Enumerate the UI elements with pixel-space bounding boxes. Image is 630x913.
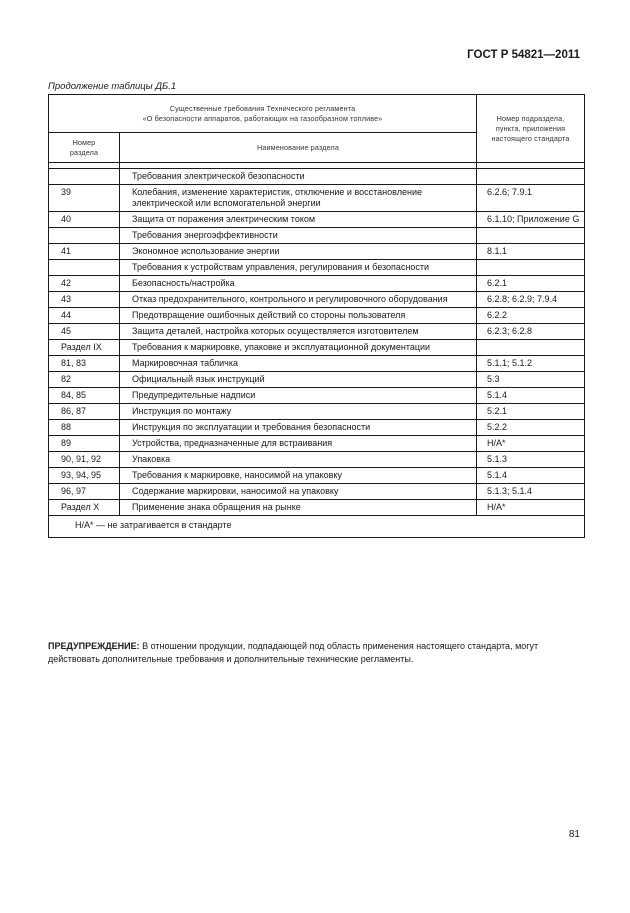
table-row	[49, 260, 585, 276]
row-name-cell: Устройства, предназначенные для встраивания	[120, 436, 477, 452]
row-number-cell: 40	[49, 212, 120, 228]
table-row	[49, 500, 585, 516]
warning-text: В отношении продукции, подпадающей под область применения настоящего стандарта, могут действовать дополнительные требования и дополнительные технические регламенты.	[48, 641, 539, 664]
standard-code: ГОСТ Р 54821—2011	[467, 49, 580, 61]
row-number-cell: 96, 97	[49, 484, 120, 500]
row-name-cell: Предупредительные надписи	[120, 388, 477, 404]
row-name-cell: Инструкция по монтажу	[120, 404, 477, 420]
table-row	[49, 484, 585, 500]
table-row	[49, 452, 585, 468]
table-row	[49, 404, 585, 420]
row-number-cell: 44	[49, 308, 120, 324]
row-ref-cell: Н/А*	[477, 500, 585, 516]
table-row	[49, 185, 585, 212]
row-number-cell: 45	[49, 324, 120, 340]
row-number-cell: 82	[49, 372, 120, 388]
row-number-cell: 41	[49, 244, 120, 260]
header-ref-cell	[477, 95, 585, 163]
row-ref-cell: 6.2.1	[477, 276, 585, 292]
row-ref-cell: 6.2.6; 7.9.1	[477, 185, 585, 212]
table-row	[49, 372, 585, 388]
row-ref-cell	[477, 340, 585, 356]
row-name-cell: Требования электрической безопасности	[120, 169, 477, 185]
row-ref-cell: 5.2.1	[477, 404, 585, 420]
row-name-cell: Требования к устройствам управления, регулирования и безопасности	[120, 260, 477, 276]
row-name-cell: Содержание маркировки, наносимой на упаковку	[120, 484, 477, 500]
row-number-cell: Раздел IX	[49, 340, 120, 356]
row-ref-cell: 6.2.3; 6.2.8	[477, 324, 585, 340]
row-ref-cell: 5.1.4	[477, 388, 585, 404]
row-number-cell: 89	[49, 436, 120, 452]
row-number-cell: 84, 85	[49, 388, 120, 404]
table-row	[49, 324, 585, 340]
row-number-cell: 42	[49, 276, 120, 292]
header-number-line: Номер	[72, 137, 96, 147]
row-number-cell	[49, 169, 120, 185]
header-name-cell: Наименование раздела	[120, 133, 477, 163]
row-name-cell: Предотвращение ошибочных действий со стороны пользователя	[120, 308, 477, 324]
table-row	[49, 292, 585, 308]
table-row	[49, 356, 585, 372]
row-name-cell: Безопасность/настройка	[120, 276, 477, 292]
table-row	[49, 436, 585, 452]
row-ref-cell: 5.1.4	[477, 468, 585, 484]
row-name-cell: Упаковка	[120, 452, 477, 468]
warning-label: ПРЕДУПРЕЖДЕНИЕ:	[48, 641, 140, 651]
row-number-cell: 90, 91, 92	[49, 452, 120, 468]
header-ref-line: настоящего стандарта	[491, 133, 570, 143]
table-row	[49, 276, 585, 292]
row-ref-cell: Н/А*	[477, 436, 585, 452]
table-header	[49, 95, 585, 163]
row-ref-cell: 6.2.8; 6.2.9; 7.9.4	[477, 292, 585, 308]
table-row	[49, 244, 585, 260]
row-number-cell: 43	[49, 292, 120, 308]
header-group-cell	[49, 95, 477, 133]
header-number-cell	[49, 133, 120, 163]
row-number-cell	[49, 260, 120, 276]
table-note: Н/А* — не затрагивается в стандарте	[49, 516, 585, 538]
row-name-cell: Колебания, изменение характеристик, отключение и восстановление электрической или вспомогательной энергии	[120, 185, 477, 212]
row-ref-cell: 6.1.10; Приложение G	[477, 212, 585, 228]
row-ref-cell: 5.1.3; 5.1.4	[477, 484, 585, 500]
row-number-cell: 93, 94, 95	[49, 468, 120, 484]
row-ref-cell: 8.1.1	[477, 244, 585, 260]
row-name-cell: Требования к маркировке, упаковке и эксплуатационной документации	[120, 340, 477, 356]
row-ref-cell	[477, 260, 585, 276]
row-number-cell: 81, 83	[49, 356, 120, 372]
header-group-line: «О безопасности аппаратов, работающих на газообразном топливе»	[142, 113, 383, 123]
table-continuation-label: Продолжение таблицы ДБ.1	[48, 81, 177, 92]
row-ref-cell: 5.1.3	[477, 452, 585, 468]
row-name-cell: Отказ предохранительного, контрольного и регулировочного оборудования	[120, 292, 477, 308]
row-number-cell: 86, 87	[49, 404, 120, 420]
row-name-cell: Инструкция по эксплуатации и требования безопасности	[120, 420, 477, 436]
requirements-table	[48, 94, 585, 538]
row-ref-cell: 6.2.2	[477, 308, 585, 324]
row-name-cell: Применение знака обращения на рынке	[120, 500, 477, 516]
row-ref-cell: 5.1.1; 5.1.2	[477, 356, 585, 372]
warning-paragraph	[48, 640, 584, 666]
row-number-cell: 39	[49, 185, 120, 212]
row-name-cell: Защита от поражения электрическим током	[120, 212, 477, 228]
row-number-cell: Раздел X	[49, 500, 120, 516]
table-row	[49, 388, 585, 404]
header-group-line: Существенные требования Технического регламента	[169, 103, 356, 113]
row-ref-cell: 5.3	[477, 372, 585, 388]
row-ref-cell	[477, 169, 585, 185]
table-row	[49, 228, 585, 244]
row-name-cell: Требования к маркировке, наносимой на упаковку	[120, 468, 477, 484]
table-row	[49, 468, 585, 484]
table-row	[49, 169, 585, 185]
header-ref-line: пункта, приложения	[495, 123, 566, 133]
header-ref-line: Номер подраздела,	[496, 113, 565, 123]
table-row	[49, 340, 585, 356]
row-ref-cell: 5.2.2	[477, 420, 585, 436]
page-number: 81	[568, 829, 580, 840]
row-name-cell: Официальный язык инструкций	[120, 372, 477, 388]
table-row	[49, 212, 585, 228]
row-name-cell: Экономное использование энергии	[120, 244, 477, 260]
table-row	[49, 420, 585, 436]
row-name-cell: Защита деталей, настройка которых осуществляется изготовителем	[120, 324, 477, 340]
row-ref-cell	[477, 228, 585, 244]
table-body	[49, 163, 585, 516]
table-row	[49, 308, 585, 324]
row-number-cell: 88	[49, 420, 120, 436]
header-number-line: раздела	[69, 147, 99, 157]
row-name-cell: Требования энергоэффективности	[120, 228, 477, 244]
row-number-cell	[49, 228, 120, 244]
row-name-cell: Маркировочная табличка	[120, 356, 477, 372]
